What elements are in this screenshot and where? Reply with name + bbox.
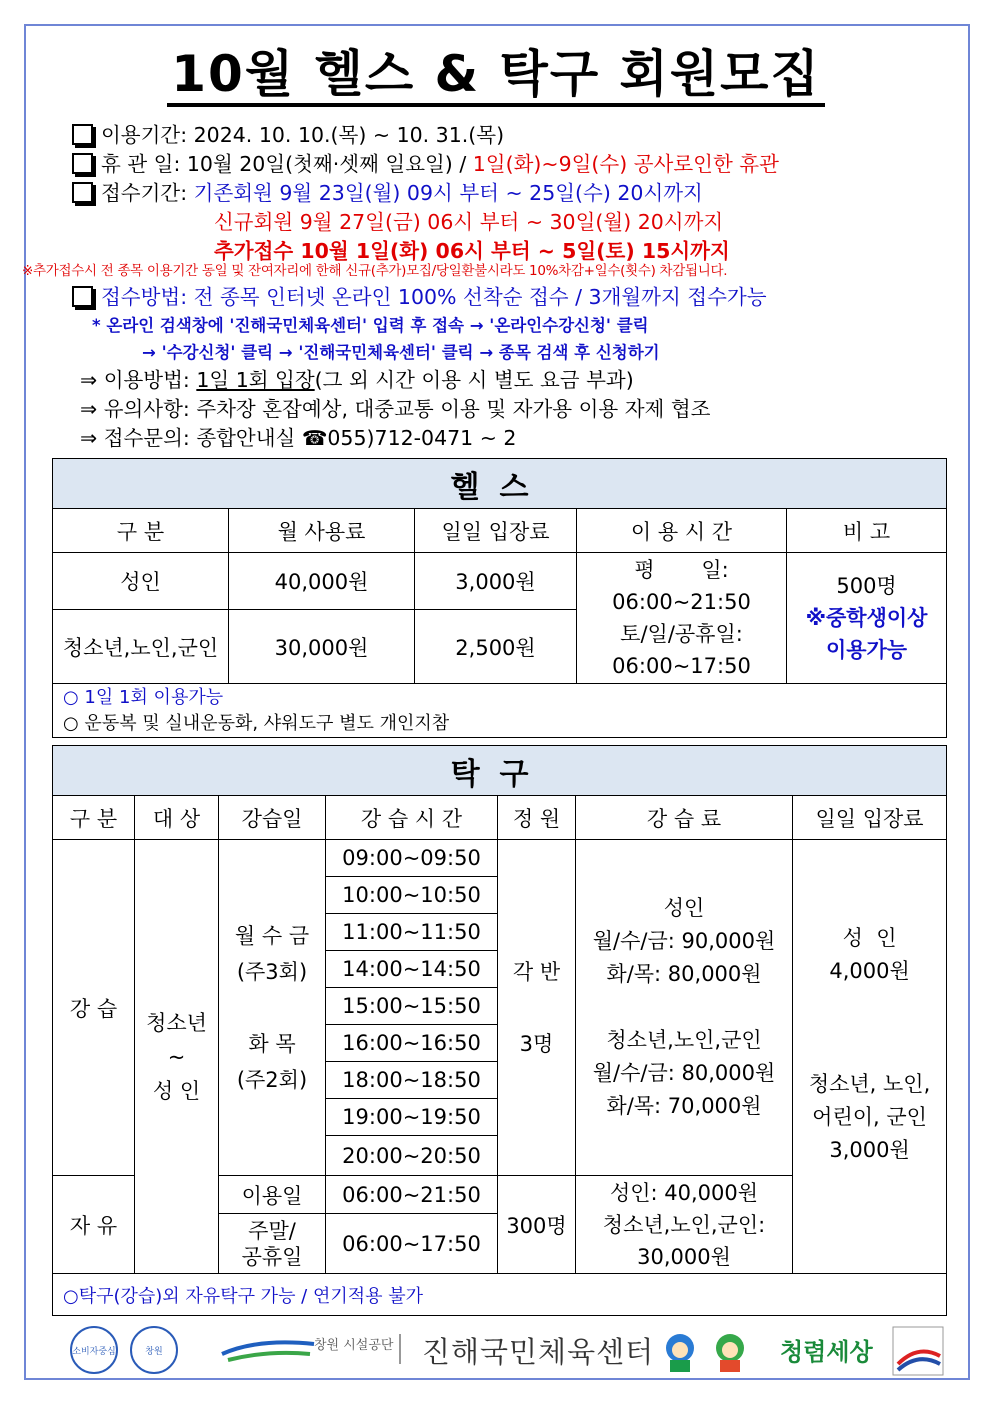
health-monthly: 40,000원 bbox=[229, 553, 415, 610]
tt-title: 탁구 bbox=[53, 746, 947, 796]
reg-existing: 기존회원 9월 23일(월) 09시 부터 ~ 25일(수) 20시까지 bbox=[193, 181, 703, 205]
checkbox-icon bbox=[72, 182, 93, 203]
method-section bbox=[72, 283, 972, 453]
reg-additional: 추가접수 10월 1일(화) 06시 부터 ~ 5일(토) 15시까지 bbox=[214, 239, 730, 263]
closed-text: 휴 관 일: 10월 20일(첫째·셋째 일요일) / bbox=[101, 152, 473, 176]
health-header: 비 고 bbox=[787, 509, 947, 553]
method-sub1: * 온라인 검색창에 '진해국민체육센터' 입력 후 접속 → '온라인수강신청' 클릭 bbox=[92, 316, 649, 335]
emblem-icon bbox=[892, 1326, 944, 1376]
tt-footnote: ○탁구(강습)외 자유탁구 가능 / 연기적용 불가 bbox=[53, 1274, 947, 1316]
health-daily: 3,000원 bbox=[415, 553, 577, 610]
tt-days: 월 수 금 (주3회) 화 목 (주2회) bbox=[219, 840, 326, 1176]
health-title: 헬스 bbox=[53, 459, 947, 509]
health-type: 청소년,노인,군인 bbox=[53, 610, 229, 684]
health-footnote: ○ 1일 1회 이용가능 ○ 운동복 및 실내운동화, 샤워도구 별도 개인지참 bbox=[53, 684, 947, 738]
tt-free-cap: 300명 bbox=[498, 1176, 576, 1274]
tt-target: 청소년 ~ 성 인 bbox=[135, 840, 219, 1274]
checkbox-icon bbox=[72, 286, 93, 307]
usage-suffix: (그 외 시간 이용 시 별도 요금 부과) bbox=[314, 368, 634, 392]
tt-lesson: 강 습 bbox=[53, 840, 135, 1176]
health-header: 구 분 bbox=[53, 509, 229, 553]
tt-daily: 성 인 4,000원 청소년, 노인, 어린이, 군인 3,000원 bbox=[793, 840, 947, 1274]
health-hours: 평 일: 06:00~21:50 토/일/공휴일: 06:00~17:50 bbox=[577, 553, 787, 684]
tt-header: 구 분 bbox=[53, 796, 135, 840]
health-header: 월 사용료 bbox=[229, 509, 415, 553]
tt-time: 18:00~18:50 bbox=[326, 1062, 498, 1099]
tt-time: 16:00~16:50 bbox=[326, 1025, 498, 1062]
mascot-icon bbox=[658, 1330, 758, 1374]
page-title: 10월 헬스 & 탁구 회원모집 bbox=[0, 34, 992, 106]
health-header: 일일 입장료 bbox=[415, 509, 577, 553]
tt-header: 정 원 bbox=[498, 796, 576, 840]
health-daily: 2,500원 bbox=[415, 610, 577, 684]
center-name: 진해국민체육센터 bbox=[422, 1335, 655, 1369]
health-type: 성인 bbox=[53, 553, 229, 610]
tt-time: 15:00~15:50 bbox=[326, 988, 498, 1025]
closed-notice: 1일(화)~9일(수) 공사로인한 휴관 bbox=[472, 152, 779, 176]
checkbox-icon bbox=[72, 124, 93, 145]
slogan: 청렴세상 bbox=[780, 1338, 873, 1366]
reg-new: 신규회원 9월 27일(금) 06시 부터 ~ 30일(월) 20시까지 bbox=[214, 210, 724, 234]
changwon-seal: 창원 bbox=[130, 1326, 178, 1374]
tt-header: 강습일 bbox=[219, 796, 326, 840]
tt-free-day: 주말/ 공휴일 bbox=[219, 1214, 326, 1274]
tt-time: 14:00~14:50 bbox=[326, 951, 498, 988]
health-monthly: 30,000원 bbox=[229, 610, 415, 684]
tt-header: 대 상 bbox=[135, 796, 219, 840]
period-text: 이용기간: 2024. 10. 10.(목) ~ 10. 31.(목) bbox=[101, 123, 505, 147]
checkbox-icon bbox=[72, 153, 93, 174]
method-text: 접수방법: 전 종목 인터넷 온라인 100% 선착순 접수 / 3개월까지 접수가능 bbox=[101, 285, 767, 309]
additional-note: ※추가접수시 전 종목 이용기간 동일 및 잔여자리에 한해 신규(추가)모집/당일환불시라도 10%차감+일수(횟수) 차감됩니다. bbox=[22, 263, 728, 279]
tt-header: 일일 입장료 bbox=[793, 796, 947, 840]
tt-time: 19:00~19:50 bbox=[326, 1099, 498, 1136]
tt-time: 20:00~20:50 bbox=[326, 1136, 498, 1176]
tt-free-fee: 성인: 40,000원 청소년,노인,군인: 30,000원 bbox=[576, 1176, 793, 1274]
tt-header: 강 습 시 간 bbox=[326, 796, 498, 840]
health-header: 이 용 시 간 bbox=[577, 509, 787, 553]
tt-header: 강 습 료 bbox=[576, 796, 793, 840]
consumer-logo: 소비자중심 bbox=[70, 1326, 118, 1374]
footer bbox=[52, 1322, 948, 1378]
tt-time: 10:00~10:50 bbox=[326, 877, 498, 914]
health-table bbox=[52, 458, 947, 738]
reg-label: 접수기간: bbox=[101, 181, 194, 205]
divider bbox=[399, 1334, 401, 1364]
info-section bbox=[72, 121, 972, 266]
health-note: 500명 ※중학생이상 이용가능 bbox=[787, 553, 947, 684]
corp-logo-icon bbox=[218, 1336, 318, 1366]
usage-prefix: ⇒ 이용방법: bbox=[80, 368, 197, 392]
corp-name: 창원 시설공단 bbox=[314, 1338, 394, 1353]
tt-free-day: 이용일 bbox=[219, 1176, 326, 1214]
caution-text: ⇒ 유의사항: 주차장 혼잡예상, 대중교통 이용 및 자가용 이용 자제 협조 bbox=[80, 397, 711, 421]
usage-rule: 1일 1회 입장 bbox=[196, 368, 315, 392]
tabletennis-table bbox=[52, 745, 947, 1316]
table-row bbox=[53, 553, 947, 610]
tt-fee: 성인 월/수/금: 90,000원 화/목: 80,000원 청소년,노인,군인 월/수/금: 80,000원 화/목: 70,000원 bbox=[576, 840, 793, 1176]
tt-free-time: 06:00~17:50 bbox=[326, 1214, 498, 1274]
tt-time: 09:00~09:50 bbox=[326, 840, 498, 877]
tt-free: 자 유 bbox=[53, 1176, 135, 1274]
tt-capacity: 각 반 3명 bbox=[498, 840, 576, 1176]
contact-text: ⇒ 접수문의: 종합안내실 ☎055)712-0471 ~ 2 bbox=[80, 426, 517, 450]
method-sub2: → '수강신청' 클릭 → '진해국민체육센터' 클릭 → 종목 검색 후 신청하기 bbox=[142, 343, 660, 362]
tt-free-time: 06:00~21:50 bbox=[326, 1176, 498, 1214]
tt-time: 11:00~11:50 bbox=[326, 914, 498, 951]
